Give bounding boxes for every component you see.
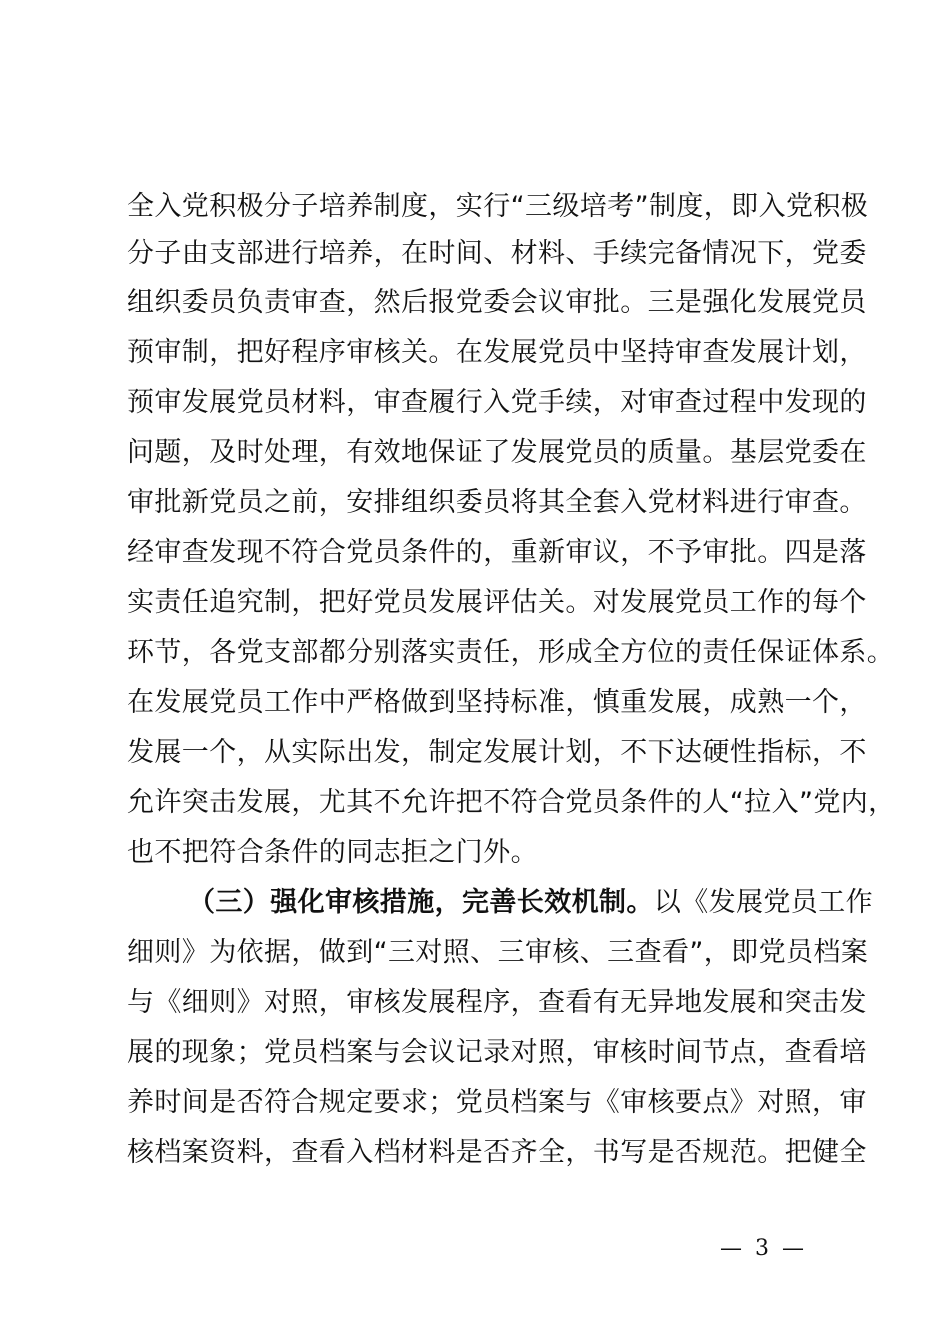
body-text-line: 允许突击发展，尤其不允许把不符合党员条件的人“拉入”党内，: [127, 787, 896, 818]
section-heading-continuation: 以《发展党员工作: [653, 887, 874, 918]
body-text-line: 核档案资料，查看入档材料是否齐全，书写是否规范。把健全: [127, 1137, 867, 1168]
body-text-line: 预审发展党员材料，审查履行入党手续，对审查过程中发现的: [127, 387, 867, 418]
section-heading-line: [188, 886, 873, 920]
body-text-line: 养时间是否符合规定要求；党员档案与《审核要点》对照，审: [127, 1087, 867, 1118]
page-number: — 3 —: [720, 1236, 807, 1261]
body-text-line: 实责任追究制，把好党员发展评估关。对发展党员工作的每个: [127, 587, 867, 618]
body-text-line: 在发展党员工作中严格做到坚持标准，慎重发展，成熟一个，: [127, 687, 867, 718]
body-text-line: 发展一个，从实际出发，制定发展计划，不下达硬性指标，不: [127, 737, 867, 768]
body-text-line: 预审制，把好程序审核关。在发展党员中坚持审查发展计划，: [127, 337, 867, 368]
body-text-line: 细则》为依据，做到“三对照、三审核、三查看”，即党员档案: [127, 937, 869, 968]
body-text-line: 也不把符合条件的同志拒之门外。: [127, 837, 538, 868]
body-text-line: 审批新党员之前，安排组织委员将其全套入党材料进行审查。: [127, 487, 867, 518]
section-heading: （三）强化审核措施，完善长效机制。: [188, 887, 654, 918]
body-text-line: 全入党积极分子培养制度，实行“三级培考”制度，即入党积极: [127, 191, 869, 222]
body-text-line: 经审查发现不符合党员条件的，重新审议，不予审批。四是落: [127, 537, 867, 568]
body-text-line: 问题，及时处理，有效地保证了发展党员的质量。基层党委在: [127, 437, 867, 468]
body-text-line: 与《细则》对照，审核发展程序，查看有无异地发展和突击发: [127, 987, 867, 1018]
body-text-line: 环节，各党支部都分别落实责任，形成全方位的责任保证体系。: [127, 637, 895, 668]
body-text-line: 组织委员负责审查，然后报党委会议审批。三是强化发展党员: [127, 287, 867, 318]
body-text-line: 分子由支部进行培养，在时间、材料、手续完备情况下，党委: [127, 238, 867, 269]
body-text-line: 展的现象；党员档案与会议记录对照，审核时间节点，查看培: [127, 1037, 867, 1068]
